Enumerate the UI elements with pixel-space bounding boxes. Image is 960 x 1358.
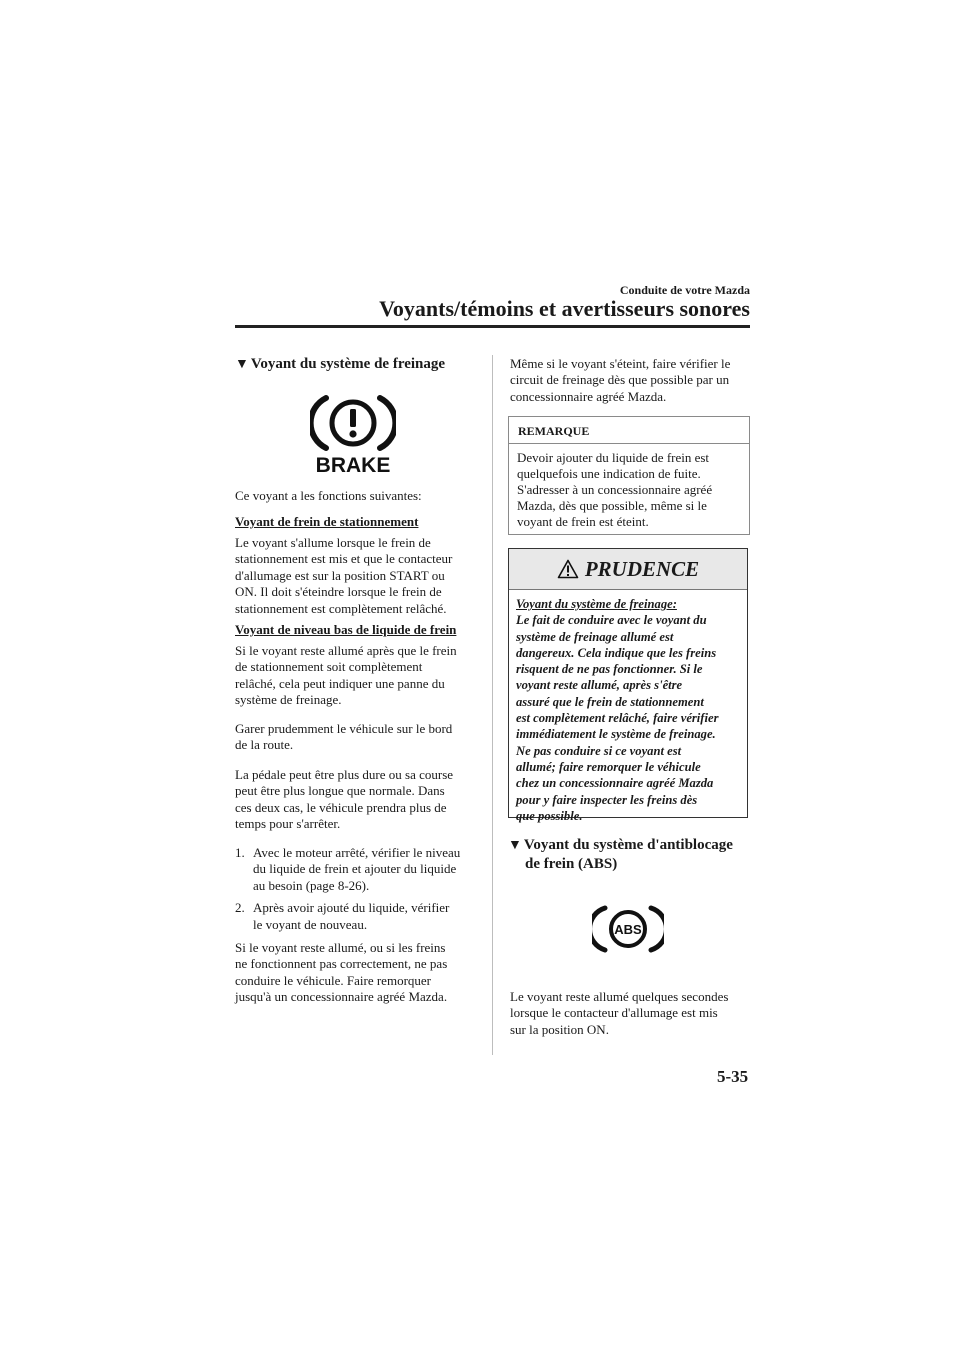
note-box (508, 416, 750, 535)
chapter-heading: Conduite de votre Mazda (619, 283, 750, 297)
section-heading-abs: ▼ Voyant du système d'antiblocage de frein (ABS) (508, 837, 733, 872)
parking-brake-paragraph: Le voyant s'allume lorsque le frein de stationnement est mis et que le contacteur d'allumage est sur la position START ou ON. Il doit s'éteindre lorsque le frein de stationnement est complètement relâché. (235, 535, 453, 616)
subheading-parking-brake: Voyant de frein de stationnement (235, 514, 419, 529)
warning-triangle-icon (557, 559, 579, 579)
caution-title: PRUDENCE (584, 556, 700, 581)
park-safely-paragraph: Garer prudemment le véhicule sur le bord de la route. (235, 721, 453, 753)
triangle-bullet-icon: ▼ (508, 838, 522, 853)
brake-icon-label: BRAKE (315, 454, 391, 476)
low-fluid-paragraph: Si le voyant reste allumé après que le frein de stationnement soit complètement relâché, cela peut indiquer une panne du système de freinage. (235, 643, 457, 708)
triangle-bullet-icon: ▼ (235, 357, 249, 372)
section-heading-brake: ▼ Voyant du système de freinage (235, 356, 446, 372)
note-title: REMARQUE (509, 417, 749, 444)
header-rule (235, 325, 750, 328)
caution-box (508, 548, 748, 823)
abs-icon-label: ABS (614, 922, 642, 937)
tow-paragraph: Si le voyant reste allumé, ou si les freins ne fonctionnent pas correctement, ne pas conduire le véhicule. Faire remorquer jusqu'à un concessionnaire agréé Mazda. (235, 940, 448, 1005)
column-divider (492, 355, 493, 1055)
intro-text: Ce voyant a les fonctions suivantes: (235, 488, 422, 503)
caution-header (509, 549, 747, 590)
abs-warning-icon (592, 902, 664, 956)
check-circuit-paragraph: Même si le voyant s'éteint, faire vérifier le circuit de freinage dès que possible par un concessionnaire agréé Mazda. (510, 356, 731, 404)
abs-paragraph: Le voyant reste allumé quelques secondes lorsque le contacteur d'allumage est mis sur la position ON. (510, 989, 729, 1037)
brake-warning-icon (310, 392, 396, 476)
page-title: Voyants/témoins et avertisseurs sonores (379, 296, 750, 321)
list-item: 2. Après avoir ajouté du liquide, vérifier le voyant de nouveau. (235, 900, 450, 932)
caution-body: Voyant du système de freinage: Le fait de conduire avec le voyant du système de freinage allumé est dangereux. Cela indique que les freins risquent de ne pas fonctionner. Si le voyant reste allumé, après s'être assuré que le frein de stationnement est complètement relâché, faire vérifier immédiatement le système de freinage. Ne pas conduire si ce voyant est allumé; faire remorquer le véhicule chez un concessionnaire agréé Mazda pour y faire inspecter les freins dès que possible. (516, 597, 719, 823)
note-body: Devoir ajouter du liquide de frein est quelquefois une indication de fuite. S'adresser à un concessionnaire agréé Mazda, dès que possible, même si le voyant de frein est éteint. (517, 450, 713, 529)
page-number: 5-35 (717, 1067, 749, 1086)
numbered-list (235, 845, 475, 933)
pedal-paragraph: La pédale peut être plus dure ou sa course peut être plus longue que normale. Dans ces deux cas, le véhicule prendra plus de temps pour s'arrêter. (235, 767, 454, 832)
subheading-low-fluid: Voyant de niveau bas de liquide de frein (235, 622, 457, 637)
list-item: 1. Avec le moteur arrêté, vérifier le niveau du liquide de frein et ajouter du liquide au besoin (page 8-26). (235, 845, 461, 893)
